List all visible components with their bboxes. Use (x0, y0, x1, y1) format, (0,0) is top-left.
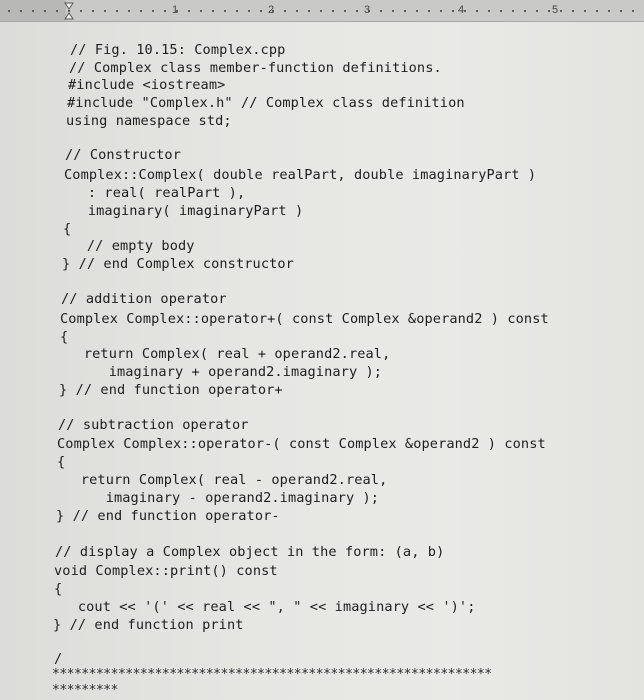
ruler-tick (140, 10, 142, 12)
ruler-tick (284, 10, 286, 12)
code-line: Complex Complex::operator-( const Complex &operand2 ) const (57, 436, 546, 452)
code-line: imaginary( imaginaryPart ) (63, 203, 304, 219)
code-line: return Complex( real - operand2.real, (56, 472, 388, 488)
ruler-tick (260, 10, 262, 12)
ruler-tick (80, 10, 82, 12)
ruler-tick (584, 10, 586, 12)
ruler-tick (620, 10, 622, 12)
ruler-number: 1 (172, 4, 179, 16)
code-line: { (54, 581, 63, 597)
ruler-tick (512, 10, 514, 12)
ruler-number: 2 (268, 4, 275, 16)
code-line: using namespace std; (66, 113, 232, 129)
document-page[interactable] (0, 22, 644, 700)
ruler-tick (560, 10, 562, 12)
ruler-tick (200, 10, 202, 12)
ruler-tick (488, 10, 490, 12)
code-line: imaginary - operand2.imaginary ); (56, 490, 380, 506)
code-line: return Complex( real + operand2.real, (59, 346, 391, 362)
ruler-tick (380, 10, 382, 12)
code-line: { (57, 454, 66, 470)
code-line: // subtraction operator (58, 417, 249, 433)
separator-stars: ************************************************************ (52, 667, 492, 682)
code-line: void Complex::print() const (54, 563, 278, 579)
code-line: } // end Complex constructor (62, 256, 294, 272)
code-line: { (60, 329, 69, 345)
code-line: #include <iostream> (68, 77, 226, 93)
code-line: cout << '(' << real << ", " << imaginary << ')'; (53, 599, 476, 615)
ruler-tick (56, 10, 58, 12)
ruler-tick (428, 10, 430, 12)
ruler-tick (152, 10, 154, 12)
code-line: / (54, 651, 63, 667)
ruler-tick (464, 10, 466, 12)
ruler-tick (536, 10, 538, 12)
ruler-tick (32, 10, 34, 12)
code-line: // Complex class member-function definitions. (69, 60, 442, 76)
ruler-tick (248, 10, 250, 12)
ruler-tick (392, 10, 394, 12)
ruler-tick (476, 10, 478, 12)
ruler-tick (308, 10, 310, 12)
ruler-tick (356, 10, 358, 12)
code-line: // Constructor (65, 147, 181, 163)
ruler-tick (164, 10, 166, 12)
ruler-tick (500, 10, 502, 12)
ruler-tick (104, 10, 106, 12)
ruler-tick (128, 10, 130, 12)
code-line: } // end function operator+ (59, 382, 283, 398)
code-line: } // end function print (53, 617, 244, 633)
separator-stars: ********* (52, 683, 118, 698)
ruler-tick (404, 10, 406, 12)
code-line: { (63, 221, 72, 237)
code-line: Complex::Complex( double realPart, double imaginaryPart ) (64, 167, 537, 183)
horizontal-ruler[interactable] (0, 0, 644, 22)
ruler-tick (524, 10, 526, 12)
ruler-tick (188, 10, 190, 12)
ruler-tick (596, 10, 598, 12)
ruler-tick (20, 10, 22, 12)
ruler-number: 5 (552, 4, 559, 16)
ruler-tick (236, 10, 238, 12)
ruler-tick (608, 10, 610, 12)
code-line: #include "Complex.h" // Complex class definition (67, 95, 465, 111)
ruler-tick (224, 10, 226, 12)
ruler-tick (632, 10, 634, 12)
code-line: imaginary + operand2.imaginary ); (59, 364, 383, 380)
ruler-tick (212, 10, 214, 12)
ruler-tick (92, 10, 94, 12)
ruler-tick (320, 10, 322, 12)
code-line: : real( realPart ), (63, 185, 246, 201)
code-line: // display a Complex object in the form: (a, b) (55, 544, 445, 560)
ruler-tick (296, 10, 298, 12)
ruler-tick (68, 10, 70, 12)
code-line: // addition operator (61, 291, 227, 307)
ruler-number: 3 (364, 4, 371, 16)
ruler-tick (440, 10, 442, 12)
ruler-tick (344, 10, 346, 12)
code-line: } // end function operator- (56, 508, 280, 524)
ruler-tick (416, 10, 418, 12)
ruler-number: 4 (458, 4, 465, 16)
ruler-tick (44, 10, 46, 12)
ruler-tick (8, 10, 10, 12)
code-line: // Fig. 10.15: Complex.cpp (70, 42, 286, 58)
ruler-tick (572, 10, 574, 12)
ruler-tick (332, 10, 334, 12)
ruler-tick (452, 10, 454, 12)
code-line: Complex Complex::operator+( const Complex &operand2 ) const (60, 311, 549, 327)
code-line: // empty body (62, 238, 195, 254)
ruler-tick (116, 10, 118, 12)
ruler-tick (548, 10, 550, 12)
